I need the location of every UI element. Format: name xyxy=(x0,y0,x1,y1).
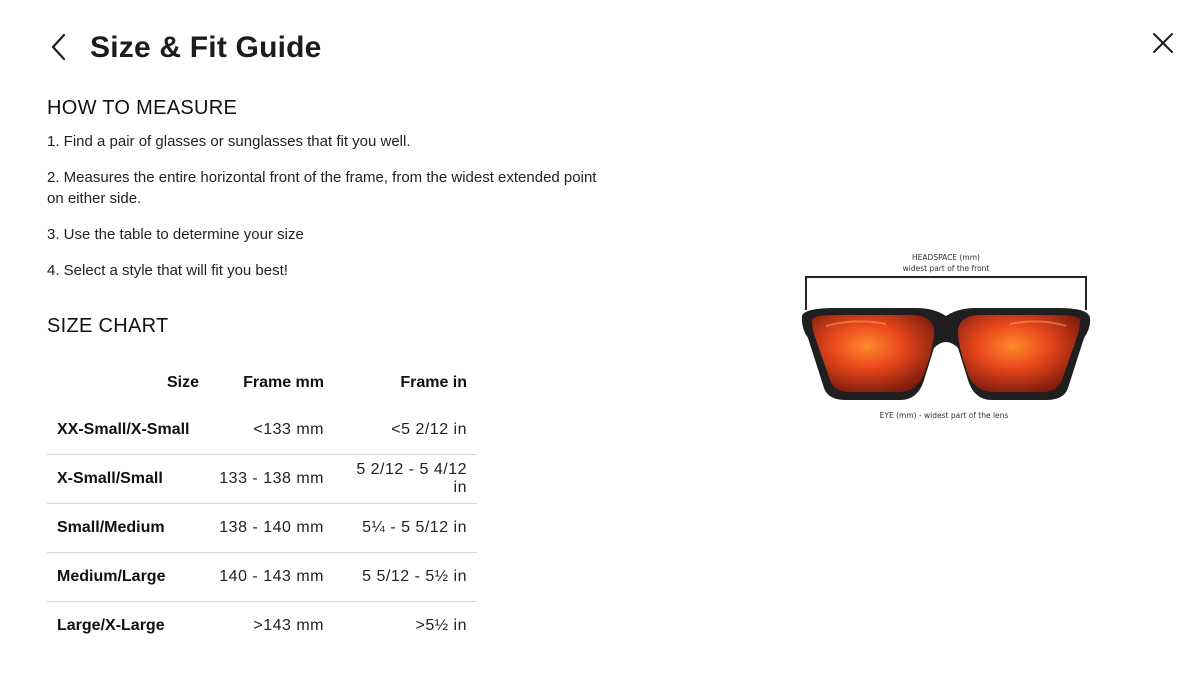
measure-step: 2. Measures the entire horizontal front of the frame, from the widest extended point on either side. xyxy=(47,169,597,207)
size-cell: X-Small/Small xyxy=(47,455,209,504)
measure-steps xyxy=(47,131,607,296)
frame-mm-cell: 133 - 138 mm xyxy=(209,455,334,504)
eye-caption: EYE (mm) - widest part of the lens xyxy=(879,411,1009,420)
headspace-bracket xyxy=(806,277,1086,310)
table-row xyxy=(47,602,477,651)
measure-step: 4. Select a style that will fit you best! xyxy=(47,262,288,279)
how-to-measure-heading: HOW TO MEASURE xyxy=(47,97,238,119)
size-chart-table xyxy=(47,360,477,650)
measure-step: 1. Find a pair of glasses or sunglasses that fit you well. xyxy=(47,133,411,150)
table-row xyxy=(47,553,477,602)
left-lens xyxy=(812,315,934,392)
frame-mm-cell: 140 - 143 mm xyxy=(209,553,334,602)
back-button[interactable] xyxy=(44,30,72,64)
close-button[interactable] xyxy=(1148,28,1178,58)
column-header-frame-in: Frame in xyxy=(400,374,467,391)
frame-in-cell: 5¼ - 5 5/12 in xyxy=(334,504,477,553)
size-cell: Medium/Large xyxy=(47,553,209,602)
frame-in-cell: 5 5/12 - 5½ in xyxy=(334,553,477,602)
table-header-row xyxy=(47,360,477,406)
page-title: Size & Fit Guide xyxy=(90,31,322,64)
size-cell: Small/Medium xyxy=(47,504,209,553)
chevron-left-icon xyxy=(49,33,67,61)
table-row xyxy=(47,406,477,455)
table-row xyxy=(47,504,477,553)
frame-in-cell: >5½ in xyxy=(334,602,477,651)
size-cell: Large/X-Large xyxy=(47,602,209,651)
headspace-sublabel: widest part of the front xyxy=(902,264,990,273)
headspace-label: HEADSPACE (mm) xyxy=(912,253,980,262)
column-header-frame-mm: Frame mm xyxy=(243,374,324,391)
frame-in-cell: 5 2/12 - 5 4/12 in xyxy=(334,455,477,504)
frame-mm-cell: <133 mm xyxy=(253,421,324,438)
sunglasses-measurement-diagram xyxy=(796,250,1096,430)
size-chart-heading: SIZE CHART xyxy=(47,315,169,337)
right-lens xyxy=(958,315,1080,392)
table-row xyxy=(47,455,477,504)
size-cell: XX-Small/X-Small xyxy=(57,421,190,438)
frame-mm-cell: 138 - 140 mm xyxy=(209,504,334,553)
column-header-size: Size xyxy=(166,374,199,391)
close-icon xyxy=(1152,32,1174,54)
frame-mm-cell: >143 mm xyxy=(209,602,334,651)
measure-step: 3. Use the table to determine your size xyxy=(47,226,304,243)
frame-in-cell: <5 2/12 in xyxy=(391,421,467,438)
sunglasses-image xyxy=(802,308,1090,400)
